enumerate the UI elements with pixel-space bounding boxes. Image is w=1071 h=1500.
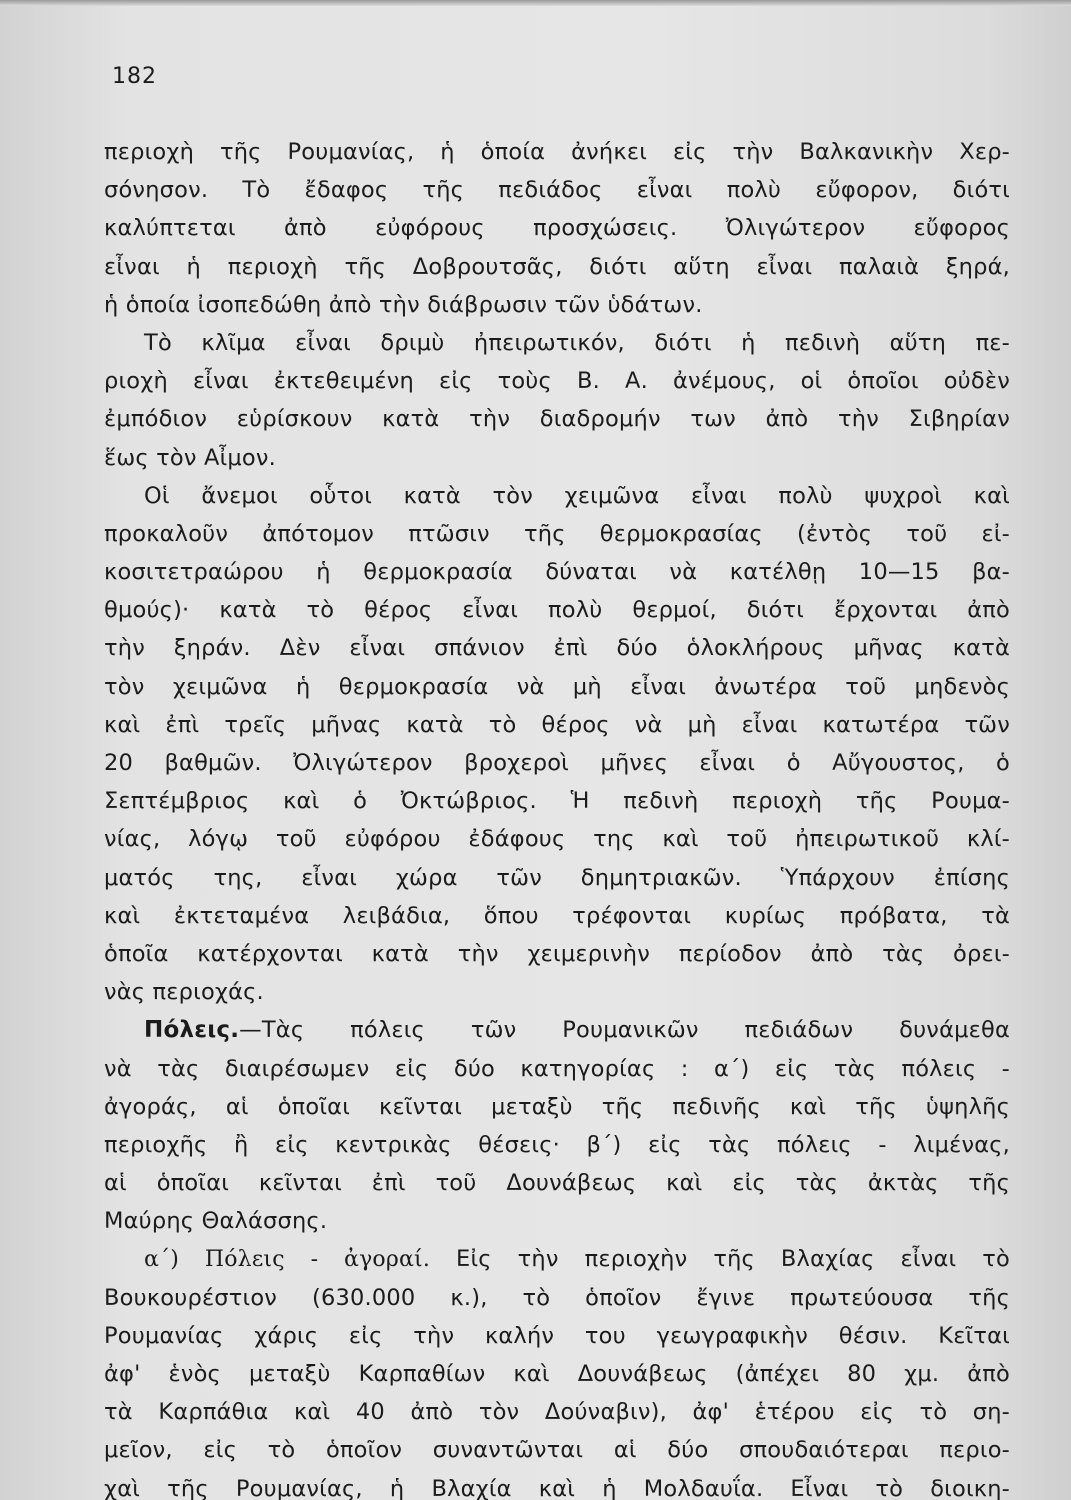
text-line: περιοχῆς ἢ εἰς κεντρικὰς θέσεις· β΄) εἰς τὰς πόλεις - λιμένας, bbox=[104, 1131, 1010, 1158]
text-line: Οἱ ἄνεμοι οὗτοι κατὰ τὸν χειμῶνα εἶναι πολὺ ψυχροὶ καὶ bbox=[144, 482, 1010, 509]
text-line: νὰ τὰς διαιρέσωμεν εἰς δύο κατηγορίας : α΄) εἰς τὰς πόλεις - bbox=[104, 1055, 1010, 1082]
text-line: αἱ ὁποῖαι κεῖνται ἐπὶ τοῦ Δουνάβεως καὶ εἰς τὰς ἀκτὰς τῆς bbox=[104, 1170, 1010, 1197]
text-line: Βουκουρέστιον (630.000 κ.), τὸ ὁποῖον ἔγινε πρωτεύουσα τῆς bbox=[104, 1284, 1010, 1311]
text-line: χαὶ τῆς Ρουμανίας, ἡ Βλαχία καὶ ἡ Μολδαυΐα. Εἶναι τὸ διοικη- bbox=[104, 1475, 1010, 1500]
text-fragment: —Τὰς πόλεις τῶν Ρουμανικῶν πεδιάδων δυνάμεθα bbox=[239, 1017, 1010, 1044]
text-line: ἐμπόδιον εὑρίσκουν κατὰ τὴν διαδρομήν των ἀπὸ τὴν Σιβηρίαν bbox=[104, 406, 1010, 433]
text-line: εἶναι ἡ περιοχὴ τῆς Δοβρουτσᾶς, διότι αὕτη εἶναι παλαιὰ ξηρά, bbox=[104, 253, 1010, 280]
subsection-heading-market-cities: α΄) Πόλεις - ἀγοραί. bbox=[144, 1247, 431, 1273]
page-number: 182 bbox=[112, 64, 157, 89]
text-line: ἀφ' ἑνὸς μεταξὺ Καρπαθίων καὶ Δουνάβεως (ἀπέχει 80 χμ. ἀπὸ bbox=[104, 1361, 1010, 1387]
text-line: τὴν ξηράν. Δὲν εἶναι σπάνιον ἐπὶ δύο ὁλοκλήρους μῆνας κατὰ bbox=[104, 635, 1010, 662]
text-line: νίας, λόγῳ τοῦ εὐφόρου ἐδάφους της καὶ τοῦ ἠπειρωτικοῦ κλί- bbox=[104, 826, 1010, 853]
text-line: ἡ ὁποία ἰσοπεδώθη ἀπὸ τὴν διάβρωσιν τῶν ὑδάτων. bbox=[104, 291, 703, 318]
text-line: προκαλοῦν ἀπότομον πτῶσιν τῆς θερμοκρασίας (ἐντὸς τοῦ εἰ- bbox=[104, 520, 1010, 547]
body-text bbox=[104, 133, 1010, 1500]
section-heading-cities: Πόλεις. bbox=[144, 1017, 240, 1044]
text-line: Μαύρης Θαλάσσης. bbox=[104, 1208, 328, 1235]
text-line: περιοχὴ τῆς Ρουμανίας, ἡ ὁποία ἀνήκει εἰς τὴν Βαλκανικὴν Χερ- bbox=[104, 139, 1010, 165]
text-line: 20 βαθμῶν. Ὀλιγώτερον βροχεροὶ μῆνες εἶναι ὁ Αὔγουστος, ὁ bbox=[104, 750, 1010, 776]
text-line: μεῖον, εἰς τὸ ὁποῖον συναντῶνται αἱ δύο σπουδαιότεραι περιο- bbox=[104, 1437, 1010, 1464]
text-fragment: Εἰς τὴν περιοχὴν τῆς Βλαχίας εἶναι τὸ bbox=[430, 1246, 1010, 1273]
text-line: Σεπτέμβριος καὶ ὁ Ὀκτώβριος. Ἡ πεδινὴ περιοχὴ τῆς Ρουμα- bbox=[104, 788, 1010, 815]
text-line: τὸν χειμῶνα ἡ θερμοκρασία νὰ μὴ εἶναι ἀνωτέρα τοῦ μηδενὸς bbox=[104, 673, 1010, 700]
text-line: Ρουμανίας χάρις εἰς τὴν καλήν του γεωγραφικὴν θέσιν. Κεῖται bbox=[104, 1322, 1010, 1349]
text-line: καλύπτεται ἀπὸ εὐφόρους προσχώσεις. Ὀλιγώτερον εὔφορος bbox=[104, 215, 1010, 242]
text-line: καὶ ἐκτεταμένα λειβάδια, ὅπου τρέφονται κυρίως πρόβατα, τὰ bbox=[104, 902, 1010, 929]
text-line: ματός της, εἶναι χώρα τῶν δημητριακῶν. Ὑπάρχουν ἐπίσης bbox=[104, 864, 1010, 891]
text-line: θμούς)· κατὰ τὸ θέρος εἶναι πολὺ θερμοί, διότι ἔρχονται ἀπὸ bbox=[104, 597, 1010, 624]
section-heading-line bbox=[104, 1011, 1010, 1049]
page-top-edge bbox=[0, 0, 1071, 6]
text-line: ὁποῖα κατέρχονται κατὰ τὴν χειμερινὴν περίοδον ἀπὸ τὰς ὀρει- bbox=[104, 940, 1010, 967]
text-line: ἕως τὸν Αἶμον. bbox=[104, 444, 277, 471]
subsection-heading-line bbox=[104, 1240, 1010, 1278]
text-line: κοσιτετραώρου ἡ θερμοκρασία δύναται νὰ κατέλθῃ 10—15 βα- bbox=[104, 559, 1010, 586]
text-line: ἀγοράς, αἱ ὁποῖαι κεῖνται μεταξὺ τῆς πεδινῆς καὶ τῆς ὑψηλῆς bbox=[104, 1093, 1010, 1120]
text-line: νὰς περιοχάς. bbox=[104, 979, 264, 1006]
text-line: καὶ ἐπὶ τρεῖς μῆνας κατὰ τὸ θέρος νὰ μὴ εἶναι κατωτέρα τῶν bbox=[104, 711, 1010, 738]
text-line: ριοχὴ εἶναι ἐκτεθειμένη εἰς τοὺς Β. Α. ἀνέμους, οἱ ὁποῖοι οὐδὲν bbox=[104, 368, 1010, 395]
text-line: Τὸ κλῖμα εἶναι δριμὺ ἠπειρωτικόν, διότι ἡ πεδινὴ αὕτη πε- bbox=[144, 329, 1010, 356]
text-line: σόνησον. Τὸ ἔδαφος τῆς πεδιάδος εἶναι πολὺ εὔφορον, διότι bbox=[104, 177, 1010, 204]
text-line: τὰ Καρπάθια καὶ 40 ἀπὸ τὸν Δούναβιν), ἀφ' ἑτέρου εἰς τὸ ση- bbox=[104, 1399, 1010, 1426]
